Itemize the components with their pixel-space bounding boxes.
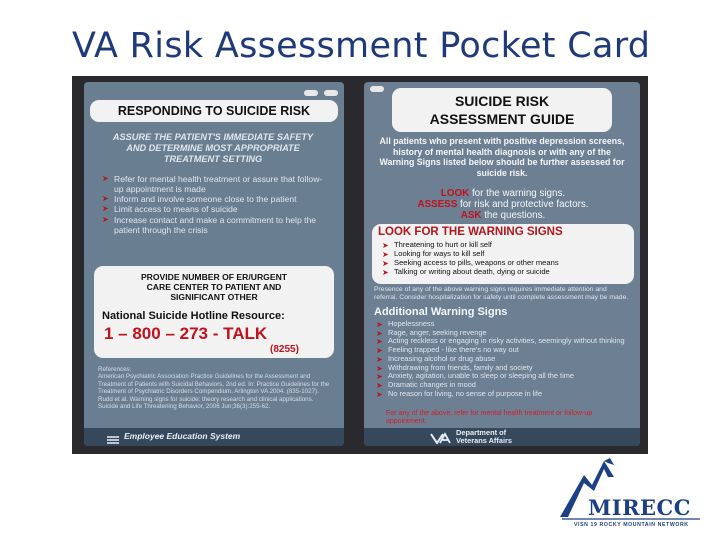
assure-text: ASSURE THE PATIENT'S IMMEDIATE SAFETY AND DETERMINE MOST APPROPRIATE TREATMENT SETTING <box>112 132 314 164</box>
list-item: ➤ Increase contact and make a commitment to help the patient through the crisis <box>102 215 330 235</box>
va-text: Department of Veterans Affairs <box>456 428 513 445</box>
hotline-number: 1 – 800 – 273 - TALK <box>104 324 268 343</box>
left-footer-text: Employee Education System <box>124 431 241 441</box>
step-ask: ASK the questions. <box>460 210 546 221</box>
punch-hole <box>324 90 338 96</box>
list-item: ➤ Anxiety, agitation, unable to sleep or sleeping all the time <box>376 372 628 381</box>
list-item: ➤ No reason for living, no sense of purpose in life <box>376 390 628 399</box>
slide-title: VA Risk Assessment Pocket Card <box>72 26 651 66</box>
punch-hole <box>304 90 318 96</box>
warning-list <box>382 241 628 277</box>
right-footer-bar <box>364 428 640 446</box>
mirecc-tagline: VISN 19 ROCKY MOUNTAIN NETWORK <box>574 522 689 528</box>
ees-logo-icon <box>106 432 120 442</box>
list-item: ➤ Looking for ways to kill self <box>382 250 628 259</box>
intro-text: All patients who present with positive depression screens, history of mental health diagnosis or with any of the Warning Signs listed below should be further assessed for suicide risk. <box>379 136 625 178</box>
list-item: ➤ Hopelessness <box>376 320 628 329</box>
right-card-header <box>392 88 612 132</box>
left-footer-bar <box>84 428 344 446</box>
references-heading: References: <box>98 366 132 373</box>
pocket-card-photo <box>72 76 648 454</box>
left-card <box>84 82 344 446</box>
additional-list <box>376 320 628 399</box>
additional-header: Additional Warning Signs <box>374 306 508 318</box>
closing-note: For any of the above, refer for mental health treatment or follow-up appointment. <box>386 410 593 425</box>
left-card-header: RESPONDING TO SUICIDE RISK <box>90 100 338 122</box>
right-header-line2: ASSESSMENT GUIDE <box>429 111 575 127</box>
list-item: ➤ Limit access to means of suicide <box>102 204 330 214</box>
provide-text: PROVIDE NUMBER OF ER/URGENT CARE CENTER TO PATIENT AND SIGNIFICANT OTHER <box>140 272 288 302</box>
punch-hole <box>370 86 384 92</box>
action-list <box>102 174 330 235</box>
warning-header: LOOK FOR THE WARNING SIGNS <box>378 226 563 238</box>
list-item: ➤ Acting reckless or engaging in risky activities, seemingly without thinking <box>376 337 628 346</box>
list-item: ➤ Withdrawing from friends, family and society <box>376 364 628 373</box>
step-look: LOOK for the warning signs. <box>440 188 566 199</box>
list-item: ➤ Rage, anger, seeking revenge <box>376 329 628 338</box>
hotline-panel <box>94 266 334 358</box>
right-header-line1: SUICIDE RISK <box>454 93 550 109</box>
list-item: ➤ Seeking access to pills, weapons or other means <box>382 259 628 268</box>
list-item: ➤ Threatening to hurt or kill self <box>382 241 628 250</box>
step-assess: ASSESS for risk and protective factors. <box>417 199 589 210</box>
list-item: ➤ Inform and involve someone close to the patient <box>102 194 330 204</box>
warning-note: Presence of any of the above warning signs requires immediate attention and referral. Consider hospitalization for safety until complete assessment may be made. <box>374 286 629 301</box>
references-text: American Psychiatric Association Practice Guidelines for the Assessment and Treatment of Patients with Suicidal Behaviors, 2nd ed. In: Practice Guidelines for the Treatment of Psychiatric Disorders Compendium. Arlington VA 2004. (835-1027). Rudd et al. Warning signs for suicide: theory research and clinical applications. Suicide and Life Threatening Behavior, 2006 Jun;36(3):255-62. <box>98 373 330 411</box>
list-item: ➤ Increasing alcohol or drug abuse <box>376 355 628 364</box>
mirecc-logo <box>548 455 708 535</box>
list-item: ➤ Dramatic changes in mood <box>376 381 628 390</box>
steps <box>378 188 628 221</box>
va-seal-icon <box>430 431 452 443</box>
hotline-label: National Suicide Hotline Resource: <box>102 310 285 322</box>
references <box>98 366 330 410</box>
list-item: ➤ Refer for mental health treatment or assure that follow-up appointment is made <box>102 174 330 194</box>
hotline-digits: (8255) <box>270 344 299 355</box>
warning-signs-panel <box>372 224 634 284</box>
list-item: ➤ Talking or writing about death, dying or suicide <box>382 268 628 277</box>
list-item: ➤ Feeling trapped - like there's no way out <box>376 346 628 355</box>
right-card <box>364 82 640 446</box>
mirecc-wordmark: MIRECC <box>588 495 691 520</box>
